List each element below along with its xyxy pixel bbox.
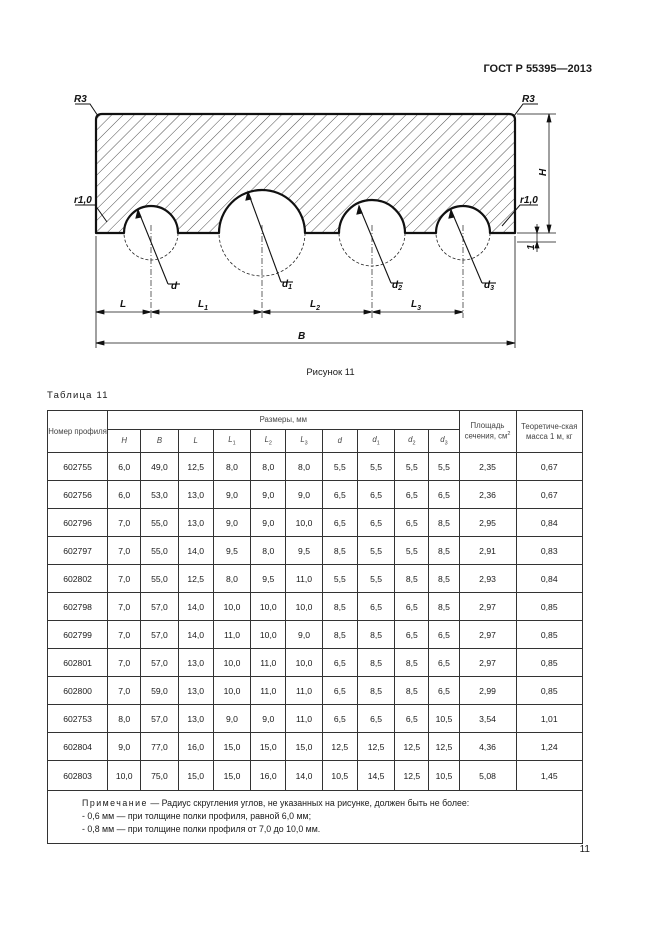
label-L2: $L_2$ xyxy=(310,299,321,312)
value-cell: 8,5 xyxy=(429,509,459,537)
value-cell: 9,0 xyxy=(286,621,322,649)
label-t: 1 xyxy=(526,244,537,250)
value-cell: 15,0 xyxy=(178,761,213,791)
value-cell: 12,5 xyxy=(395,761,429,791)
value-cell: 8,0 xyxy=(213,565,250,593)
value-cell: 2,99 xyxy=(459,677,516,705)
value-cell: 1,45 xyxy=(516,761,582,791)
value-cell: 14,0 xyxy=(178,537,213,565)
value-cell: 16,0 xyxy=(251,761,286,791)
label-L1: $L_1$ xyxy=(198,299,209,312)
header-dim-col: H xyxy=(108,430,141,453)
value-cell: 3,54 xyxy=(459,705,516,733)
value-cell: 10,0 xyxy=(213,649,250,677)
value-cell: 8,0 xyxy=(251,453,286,481)
value-cell: 8,0 xyxy=(251,537,286,565)
value-cell: 57,0 xyxy=(141,649,178,677)
value-cell: 0,67 xyxy=(516,481,582,509)
value-cell: 8,5 xyxy=(395,565,429,593)
value-cell: 8,5 xyxy=(429,593,459,621)
value-cell: 5,5 xyxy=(322,453,357,481)
value-cell: 8,5 xyxy=(429,537,459,565)
header-dim-col: $d_2$ xyxy=(395,430,429,453)
value-cell: 5,5 xyxy=(322,565,357,593)
table-row xyxy=(48,565,583,593)
label-r3-right: R3 xyxy=(522,94,535,105)
label-d3: $d_3$ xyxy=(484,280,495,292)
value-cell: 10,0 xyxy=(286,593,322,621)
value-cell: 6,5 xyxy=(322,649,357,677)
value-cell: 6,5 xyxy=(322,481,357,509)
value-cell: 15,0 xyxy=(251,733,286,761)
value-cell: 6,5 xyxy=(357,509,394,537)
value-cell: 2,91 xyxy=(459,537,516,565)
value-cell: 10,0 xyxy=(251,621,286,649)
value-cell: 0,83 xyxy=(516,537,582,565)
value-cell: 6,5 xyxy=(395,481,429,509)
value-cell: 2,35 xyxy=(459,453,516,481)
value-cell: 15,0 xyxy=(286,733,322,761)
value-cell: 8,0 xyxy=(286,453,322,481)
value-cell: 0,84 xyxy=(516,509,582,537)
table-row xyxy=(48,509,583,537)
profile-number-cell: 602798 xyxy=(48,593,108,621)
label-L3: $L_3$ xyxy=(411,299,422,312)
label-d: d xyxy=(171,281,178,292)
value-cell: 9,0 xyxy=(286,481,322,509)
label-H: H xyxy=(538,168,549,176)
value-cell: 10,0 xyxy=(286,509,322,537)
value-cell: 12,5 xyxy=(429,733,459,761)
table-row xyxy=(48,761,583,791)
value-cell: 8,5 xyxy=(357,677,394,705)
value-cell: 10,0 xyxy=(108,761,141,791)
header-dim-col: B xyxy=(141,430,178,453)
value-cell: 2,93 xyxy=(459,565,516,593)
header-area: Площадь сечения, $см^2$ xyxy=(459,411,516,453)
header-profile: Номер профиля xyxy=(48,411,108,453)
value-cell: 14,0 xyxy=(286,761,322,791)
label-B: B xyxy=(298,331,306,342)
value-cell: 13,0 xyxy=(178,649,213,677)
profile-number-cell: 602803 xyxy=(48,761,108,791)
header-dim-col: $L_3$ xyxy=(286,430,322,453)
value-cell: 6,5 xyxy=(357,705,394,733)
label-r3-left: R3 xyxy=(74,94,87,105)
header-dim-col: d xyxy=(322,430,357,453)
value-cell: 14,5 xyxy=(357,761,394,791)
value-cell: 7,0 xyxy=(108,565,141,593)
value-cell: 8,5 xyxy=(322,593,357,621)
value-cell: 7,0 xyxy=(108,593,141,621)
value-cell: 0,85 xyxy=(516,621,582,649)
value-cell: 6,5 xyxy=(429,481,459,509)
table-row xyxy=(48,621,583,649)
table-note: Примечание — Радиус скругления углов, не указанных на рисунке, должен быть не более: - 0,6 мм — при толщине полки профиля, равной 6,0 мм; - 0,8 мм — при толщине полки профиля от 7,0 до 10,0 мм. xyxy=(48,791,583,844)
value-cell: 5,08 xyxy=(459,761,516,791)
value-cell: 6,5 xyxy=(357,593,394,621)
table-row xyxy=(48,649,583,677)
value-cell: 13,0 xyxy=(178,677,213,705)
value-cell: 49,0 xyxy=(141,453,178,481)
header-dim-col: L xyxy=(178,430,213,453)
value-cell: 11,0 xyxy=(286,677,322,705)
value-cell: 15,0 xyxy=(213,761,250,791)
value-cell: 8,0 xyxy=(213,453,250,481)
header-dimensions: Размеры, мм xyxy=(108,411,459,430)
value-cell: 57,0 xyxy=(141,621,178,649)
value-cell: 1,24 xyxy=(516,733,582,761)
value-cell: 7,0 xyxy=(108,537,141,565)
value-cell: 6,5 xyxy=(395,621,429,649)
value-cell: 0,85 xyxy=(516,593,582,621)
page-number: 11 xyxy=(579,844,590,855)
value-cell: 5,5 xyxy=(395,453,429,481)
profile-number-cell: 602804 xyxy=(48,733,108,761)
value-cell: 6,5 xyxy=(429,621,459,649)
value-cell: 55,0 xyxy=(141,537,178,565)
value-cell: 5,5 xyxy=(357,453,394,481)
value-cell: 7,0 xyxy=(108,649,141,677)
value-cell: 14,0 xyxy=(178,593,213,621)
profile-drawing xyxy=(0,0,661,365)
value-cell: 6,0 xyxy=(108,481,141,509)
value-cell: 55,0 xyxy=(141,509,178,537)
value-cell: 16,0 xyxy=(178,733,213,761)
value-cell: 6,0 xyxy=(108,453,141,481)
value-cell: 2,95 xyxy=(459,509,516,537)
label-d1: $d_1$ xyxy=(282,279,293,291)
value-cell: 10,0 xyxy=(213,677,250,705)
value-cell: 2,97 xyxy=(459,649,516,677)
table-row xyxy=(48,677,583,705)
value-cell: 6,5 xyxy=(395,593,429,621)
value-cell: 5,5 xyxy=(357,537,394,565)
value-cell: 5,5 xyxy=(395,537,429,565)
value-cell: 6,5 xyxy=(357,481,394,509)
value-cell: 2,97 xyxy=(459,593,516,621)
table-row xyxy=(48,537,583,565)
value-cell: 8,5 xyxy=(429,565,459,593)
profile-number-cell: 602797 xyxy=(48,537,108,565)
value-cell: 12,5 xyxy=(357,733,394,761)
value-cell: 8,5 xyxy=(322,537,357,565)
value-cell: 9,0 xyxy=(251,705,286,733)
value-cell: 12,5 xyxy=(395,733,429,761)
value-cell: 6,5 xyxy=(322,509,357,537)
value-cell: 13,0 xyxy=(178,481,213,509)
value-cell: 11,0 xyxy=(286,705,322,733)
value-cell: 11,0 xyxy=(286,565,322,593)
value-cell: 15,0 xyxy=(213,733,250,761)
profile-number-cell: 602802 xyxy=(48,565,108,593)
value-cell: 10,0 xyxy=(286,649,322,677)
table-row xyxy=(48,593,583,621)
value-cell: 6,5 xyxy=(429,649,459,677)
value-cell: 1,01 xyxy=(516,705,582,733)
value-cell: 14,0 xyxy=(178,621,213,649)
header-dim-col: $d_1$ xyxy=(357,430,394,453)
value-cell: 8,5 xyxy=(395,677,429,705)
value-cell: 7,0 xyxy=(108,677,141,705)
value-cell: 11,0 xyxy=(251,649,286,677)
header-mass: Теоретиче-ская масса 1 м, кг xyxy=(516,411,582,453)
value-cell: 77,0 xyxy=(141,733,178,761)
value-cell: 9,0 xyxy=(213,509,250,537)
value-cell: 10,0 xyxy=(251,593,286,621)
value-cell: 10,5 xyxy=(429,705,459,733)
value-cell: 9,5 xyxy=(251,565,286,593)
value-cell: 10,5 xyxy=(429,761,459,791)
value-cell: 59,0 xyxy=(141,677,178,705)
value-cell: 6,5 xyxy=(395,509,429,537)
value-cell: 9,0 xyxy=(251,481,286,509)
value-cell: 7,0 xyxy=(108,509,141,537)
value-cell: 12,5 xyxy=(322,733,357,761)
value-cell: 55,0 xyxy=(141,565,178,593)
value-cell: 6,5 xyxy=(322,677,357,705)
value-cell: 0,85 xyxy=(516,677,582,705)
value-cell: 11,0 xyxy=(213,621,250,649)
label-L: L xyxy=(120,299,127,310)
document-code: ГОСТ Р 55395—2013 xyxy=(483,63,592,75)
label-r1-left: r1,0 xyxy=(74,195,92,206)
value-cell: 4,36 xyxy=(459,733,516,761)
value-cell: 57,0 xyxy=(141,705,178,733)
value-cell: 9,0 xyxy=(213,481,250,509)
value-cell: 9,0 xyxy=(108,733,141,761)
profile-number-cell: 602755 xyxy=(48,453,108,481)
profile-number-cell: 602799 xyxy=(48,621,108,649)
value-cell: 8,0 xyxy=(108,705,141,733)
header-dim-col: $L_1$ xyxy=(213,430,250,453)
value-cell: 6,5 xyxy=(322,705,357,733)
value-cell: 57,0 xyxy=(141,593,178,621)
value-cell: 11,0 xyxy=(251,677,286,705)
value-cell: 9,5 xyxy=(286,537,322,565)
value-cell: 6,5 xyxy=(395,705,429,733)
profile-number-cell: 602753 xyxy=(48,705,108,733)
value-cell: 9,0 xyxy=(251,509,286,537)
value-cell: 75,0 xyxy=(141,761,178,791)
value-cell: 2,97 xyxy=(459,621,516,649)
profile-number-cell: 602801 xyxy=(48,649,108,677)
figure-caption: Рисунок 11 xyxy=(306,367,355,378)
value-cell: 2,36 xyxy=(459,481,516,509)
table-title: Таблица 11 xyxy=(47,390,109,401)
label-d2: $d_2$ xyxy=(392,280,403,292)
header-dim-col: $d_3$ xyxy=(429,430,459,453)
value-cell: 0,67 xyxy=(516,453,582,481)
table-row xyxy=(48,733,583,761)
value-cell: 9,5 xyxy=(213,537,250,565)
value-cell: 0,85 xyxy=(516,649,582,677)
value-cell: 10,0 xyxy=(213,593,250,621)
value-cell: 53,0 xyxy=(141,481,178,509)
value-cell: 7,0 xyxy=(108,621,141,649)
value-cell: 0,84 xyxy=(516,565,582,593)
label-r1-right: r1,0 xyxy=(520,195,538,206)
value-cell: 5,5 xyxy=(429,453,459,481)
header-dim-col: $L_2$ xyxy=(251,430,286,453)
value-cell: 6,5 xyxy=(429,677,459,705)
value-cell: 13,0 xyxy=(178,705,213,733)
value-cell: 8,5 xyxy=(357,649,394,677)
value-cell: 9,0 xyxy=(213,705,250,733)
value-cell: 8,5 xyxy=(395,649,429,677)
table-row xyxy=(48,453,583,481)
value-cell: 8,5 xyxy=(357,621,394,649)
value-cell: 13,0 xyxy=(178,509,213,537)
value-cell: 10,5 xyxy=(322,761,357,791)
value-cell: 12,5 xyxy=(178,453,213,481)
profile-number-cell: 602800 xyxy=(48,677,108,705)
table-row xyxy=(48,481,583,509)
table-row xyxy=(48,705,583,733)
value-cell: 12,5 xyxy=(178,565,213,593)
profile-number-cell: 602796 xyxy=(48,509,108,537)
dimensions-table xyxy=(47,410,583,844)
profile-number-cell: 602756 xyxy=(48,481,108,509)
value-cell: 8,5 xyxy=(322,621,357,649)
value-cell: 5,5 xyxy=(357,565,394,593)
